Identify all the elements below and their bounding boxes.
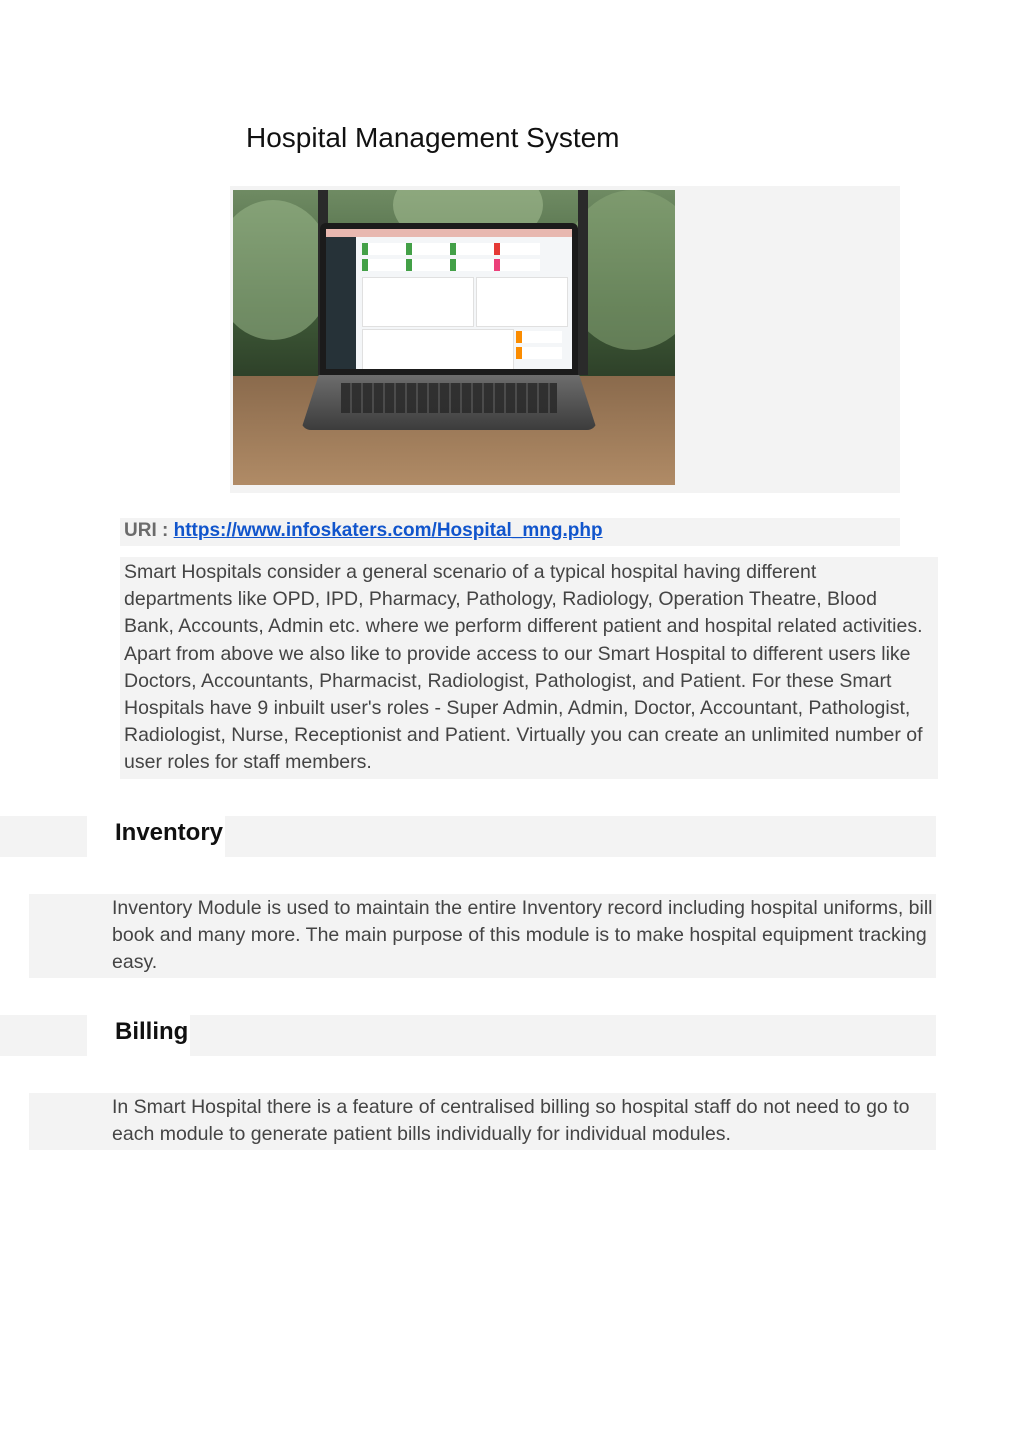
billing-heading-band [0,1015,936,1056]
uri-row [124,520,603,542]
inventory-paragraph: Inventory Module is used to maintain the entire Inventory record including hospital uniforms, bill book and many more. The main purpose of this module is to make hospital equipment tracking easy. [112,897,933,974]
intro-paragraph: Smart Hospitals consider a general scenario of a typical hospital having different departments like OPD, IPD, Pharmacy, Pathology, Radiology, Operation Theatre, Blood Bank, Accounts, Admin etc. where we perform different patient and hospital related activities. Apart from above we also like to provide access to our Smart Hospital to different users like Doctors, Accountants, Pharmacist, Radiologist, Pathologist, and Patient. For these Smart Hospitals have 9 inbuilt user's roles - Super Admin, Admin, Doctor, Accountant, Pathologist, Radiologist, Nurse, Receptionist and Patient. Virtually you can create an unlimited number of user roles for staff members. [124,561,923,774]
uri-link[interactable]: https://www.infoskaters.com/Hospital_mng.php [173,520,603,541]
laptop-dashboard-image [233,190,675,485]
inventory-heading: Inventory [115,819,224,846]
page-title: Hospital Management System [246,122,620,153]
billing-heading: Billing [115,1018,189,1045]
billing-paragraph: In Smart Hospital there is a feature of centralised billing so hospital staff do not need to go to each module to generate patient bills individually for individual modules. [112,1096,910,1146]
inventory-heading-band [0,816,936,857]
uri-label: URI : [124,520,174,541]
